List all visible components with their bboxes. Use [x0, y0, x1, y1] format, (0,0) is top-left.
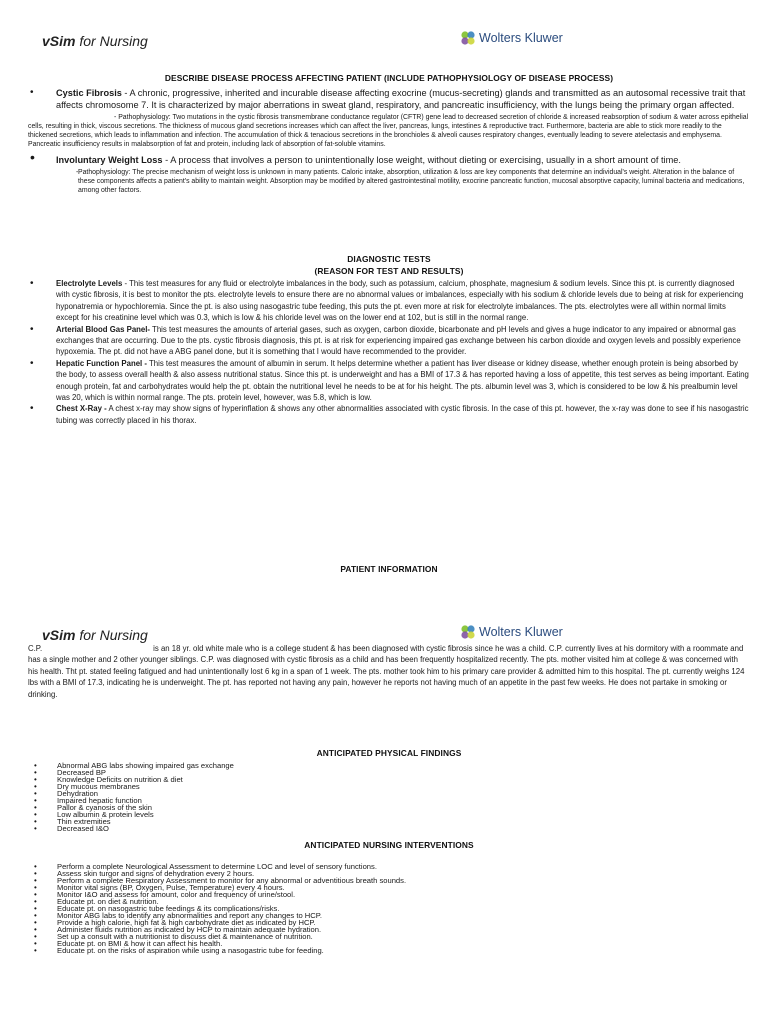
list-item: • Monitor I&O and assess for amount, color and frequency of urine/stool.	[28, 891, 750, 898]
list-item: • Dry mucous membranes	[28, 783, 750, 790]
list-item: • Perform a complete Respiratory Assessment to monitor for any abnormal or adventitious breath sounds.	[28, 877, 750, 884]
patient-info-title: PATIENT INFORMATION	[340, 564, 438, 574]
list-item: • Decreased BP	[28, 769, 750, 776]
disease-section-title: DESCRIBE DISEASE PROCESS AFFECTING PATIENT (INCLUDE PATHOPHYSIOLOGY OF DISEASE PROCESS)	[164, 73, 614, 83]
cf-pathophysiology: - Pathophysiology: Two mutations in the cystic fibrosis transmembrane conductance regulator (CFTR) gene lead to decreased secretion of chloride & increased reabsorption of sodium & water across epithelial cells, resulting in thick, viscous secretions. The thickness of mucous gland secretions increases which can affect the liver, pancreas, lungs, intestines & reproductive tract. Furthermore, bacteria are able to stick more readily to the thickened secretions, which leads to inflammation and infection. The accumulation of thick & tenacious secretions in the bronchioles & alveoli causes respiratory changes, eventually leading to severe atelectasis and emphysema. Pancreatic insufficiency results in malabsorption of fat and protein, including lack of absorption of fat-soluble vitamins.	[28, 113, 749, 148]
disease-section	[28, 73, 750, 195]
physical-findings-section	[28, 748, 750, 832]
vsim-brand-page2: vSim for Nursing	[42, 627, 148, 643]
patient-info-text: C.P. is an 18 yr. old white male who is a college student & has been diagnosed with cystic fibrosis since he was a child. C.P. currently lives at his dormitory with a roommate and has a single mother and 2 other younger siblings. C.P. was diagnosed with cystic fibrosis as a child and has been frequently hospitalized recently. The pts. mother visited him at college & was concerned with his health. Tht pt. stated feeling fatigued and had unintentionally lost 6 kg in a span of 1 week. The pts. mother took him to his primary care provider & admitted him to this hospital. The pt. currently weighs 124 lbs with a BMI of 17.3, indicating he is underweight. The pt. has reported not having any pain, however he reports not having much of an appetite in the past few weeks. He does not partake in smoking or drinking.	[28, 644, 745, 699]
interventions-section	[28, 840, 750, 954]
list-item: • Set up a consult with a nutritionist to discuss diet & maintenance of nutrition.	[28, 933, 750, 940]
diagnostic-subtitle: (REASON FOR TEST AND RESULTS)	[314, 266, 464, 276]
list-item: • Impaired hepatic function	[28, 797, 750, 804]
wolters-kluwer-logo-icon	[460, 30, 476, 46]
diagnostic-item: • Chest X-Ray - A chest x-ray may show signs of hyperinflation & shows any other abnormalities associated with cystic fibrosis. In the case of this pt. however, the x-ray was done to see if his nasogastric tubing was correctly placed in his thorax.	[28, 403, 750, 426]
diagnostic-list	[28, 278, 750, 426]
list-item: • Provide a high calorie, high fat & high carbohydrate diet as indicated by HCP.	[28, 919, 750, 926]
wolters-kluwer-logo-icon	[460, 624, 476, 640]
interventions-title: ANTICIPATED NURSING INTERVENTIONS	[304, 840, 474, 850]
list-item: • Pallor & cyanosis of the skin	[28, 804, 750, 811]
list-item: • Educate pt. on the risks of aspiration while using a nasogastric tube for feeding.	[28, 947, 750, 954]
vsim-brand: vSim for Nursing	[42, 33, 148, 49]
list-item: • Dehydration	[28, 790, 750, 797]
interventions-list	[28, 863, 750, 954]
diagnostic-title: DIAGNOSTIC TESTS	[347, 254, 431, 264]
physical-findings-title: ANTICIPATED PHYSICAL FINDINGS	[316, 748, 462, 758]
diagnostic-item: • Arterial Blood Gas Panel- This test measures the amounts of arterial gases, such as oxygen, carbon dioxide, bicarbonate and pH levels and gives a huge indicator to any impaired or abnormal gas exchanges that are occurring. Due to the pts. cystic fibrosis diagnosis, this pt. is at risk for experiencing impaired gas exchange between his carbon dioxide and oxygen levels and possibly experience hypoxemia. The pt. did not have a ABG panel done, but it is something that I would have recommended to the provider.	[28, 324, 750, 358]
cf-definition: • Cystic Fibrosis - A chronic, progressive, inherited and incurable disease affecting exocrine (mucus-secreting) glands and transmitted as an autosomal recessive trait that affects chromosome 7. It is characterized by major aberrations in sweat gland, respiratory, and pancreatic insufficiency, with the lungs being the primary organ affected.	[28, 87, 750, 112]
list-item: • Decreased I&O	[28, 825, 750, 832]
wolters-kluwer-brand-page2: Wolters Kluwer	[460, 624, 563, 640]
iwl-pathophysiology: - Pathophysiology: The precise mechanism of weight loss is unknown in many patients. Caloric intake, absorption, utilization & loss are key components that determine an individual's weight. Alteration in the balance of these components affects a patient's ability to maintain weight. Absorption may be modified by altered gastrointestinal motility, exocrine pancreatic function, mucosal absorptive capacity, luminal bacteria and medications, among other factors.	[28, 168, 750, 195]
list-item: • Administer fluids nutrition as indicated by HCP to maintain adequate hydration.	[28, 926, 750, 933]
list-item: • Assess skin turgor and signs of dehydration every 2 hours.	[28, 870, 750, 877]
list-item: • Monitor ABG labs to identify any abnormalities and report any changes to HCP.	[28, 912, 750, 919]
diagnostic-section	[28, 254, 750, 426]
list-item: • Perform a complete Neurological Assessment to determine LOC and level of sensory functions.	[28, 863, 750, 870]
list-item: • Thin extremities	[28, 818, 750, 825]
physical-findings-list	[28, 762, 750, 832]
list-item: • Educate pt. on nasogastric tube feedings & its complications/risks.	[28, 905, 750, 912]
list-item: • Low albumin & protein levels	[28, 811, 750, 818]
list-item: • Knowledge Deficits on nutrition & diet	[28, 776, 750, 783]
diagnostic-item: • Electrolyte Levels - This test measures for any fluid or electrolyte imbalances in the body, such as potassium, calcium, phosphate, magnesium & sodium levels. Since this pt. is currently diagnosed with cystic fibrosis, it is best to monitor the pts. electrolyte levels to ensure there are no abnormal values or imbalances, especially with his sodium & chloride levels due to being at risk for experiencing hyponatremia or hypochloremia. Since the pt. is also using nasogastric tube feeding, this puts the pt. even more at risk for electrolyte imbalances. The pts. electrolytes were all within normal limits except for his creatinine level which was 0.3, which is low & his chloride level was on the lower end at 102, but is still in the normal range.	[28, 278, 750, 324]
list-item: • Abnormal ABG labs showing impaired gas exchange	[28, 762, 750, 769]
wolters-kluwer-brand: Wolters Kluwer	[460, 30, 563, 46]
list-item: • Educate pt. on BMI & how it can affect his health.	[28, 940, 750, 947]
list-item: • Educate pt. on diet & nutrition.	[28, 898, 750, 905]
diagnostic-item: • Hepatic Function Panel - This test measures the amount of albumin in serum. It helps determine whether a patient has liver disease or kidney disease, whether enough protein is being absorbed by the body, to assess overall health & also assess nutritional status. Since this pt. is underweight and has a BMI of 17.3 & has reported having a loss of appetite, this test serves as being important. Eating enough protein, fat and carbohydrates would help the pt. obtain the nutritional level he needs to be at for his height. The pts. albumin level was 3, which is considered to be low & his prealbumin level was 20, which is within normal range. The pts. protein level, however, was 5.8, which is low.	[28, 358, 750, 404]
patient-label: C.P.	[28, 644, 43, 653]
iwl-definition: • Involuntary Weight Loss - A process that involves a person to unintentionally lose weight, without dieting or exercising, usually in a short amount of time.	[28, 154, 750, 166]
list-item: • Monitor vital signs (BP, Oxygen, Pulse, Temperature) every 4 hours.	[28, 884, 750, 891]
